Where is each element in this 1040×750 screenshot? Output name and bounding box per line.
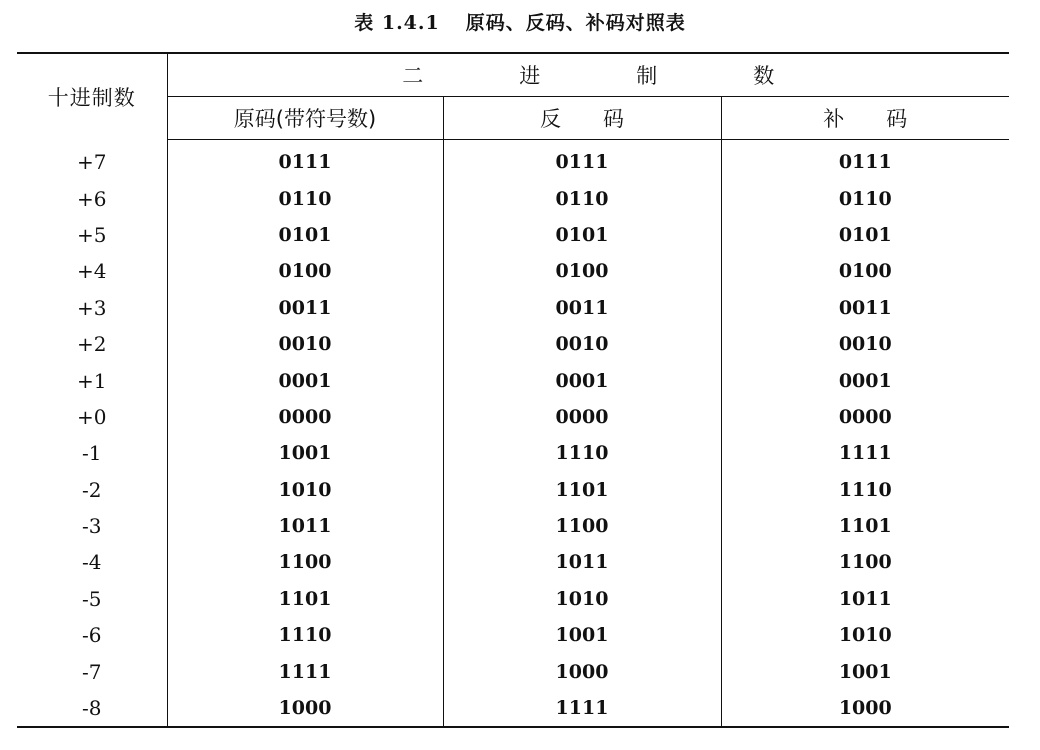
- table-body: [17, 140, 1009, 728]
- decimal-cell: +2: [17, 326, 167, 362]
- twos-complement-cell: 0010: [838, 333, 892, 356]
- ones-complement-cell: 0010: [443, 326, 721, 362]
- original-code-cell: 0110: [167, 180, 443, 216]
- table-row: [17, 217, 1009, 253]
- table-row: [17, 544, 1009, 580]
- decimal-cell: -6: [17, 617, 167, 653]
- decimal-cell: +6: [17, 180, 167, 216]
- header-binary-group: [167, 53, 1009, 97]
- decimal-cell: -4: [17, 544, 167, 580]
- table-row: [17, 362, 1009, 398]
- original-code-cell: 0111: [167, 140, 443, 181]
- ones-complement-cell: 1000: [443, 653, 721, 689]
- twos-complement-cell: 0111: [838, 151, 892, 174]
- original-code-cell: 1111: [167, 653, 443, 689]
- original-code-cell: 0000: [167, 399, 443, 435]
- ones-complement-cell: 0100: [443, 253, 721, 289]
- original-code-cell: 1100: [167, 544, 443, 580]
- table-row: [17, 472, 1009, 508]
- decimal-cell: -8: [17, 690, 167, 727]
- original-code-cell: 0100: [167, 253, 443, 289]
- twos-complement-cell: 0110: [838, 187, 892, 210]
- original-code-cell: 0001: [167, 362, 443, 398]
- decimal-cell: -7: [17, 653, 167, 689]
- ones-complement-cell: 0000: [443, 399, 721, 435]
- twos-complement-cell: 1011: [838, 587, 892, 610]
- table-row: [17, 180, 1009, 216]
- table-row: [17, 690, 1009, 727]
- decimal-cell: +4: [17, 253, 167, 289]
- caption-title: 原码、反码、补码对照表: [465, 12, 686, 34]
- ones-complement-cell: 1110: [443, 435, 721, 471]
- header-binary-char: 二: [402, 64, 424, 88]
- ones-complement-cell: 0110: [443, 180, 721, 216]
- ones-complement-cell: 0011: [443, 290, 721, 326]
- ones-complement-cell: 1111: [443, 690, 721, 727]
- original-code-cell: 1001: [167, 435, 443, 471]
- table-row: [17, 399, 1009, 435]
- original-code-cell: 1010: [167, 472, 443, 508]
- twos-complement-cell: 0000: [838, 405, 892, 428]
- decimal-cell: -5: [17, 581, 167, 617]
- caption-number: 表 1.4.1: [354, 12, 440, 34]
- table-row: [17, 581, 1009, 617]
- ones-complement-cell: 0001: [443, 362, 721, 398]
- twos-complement-cell: 0011: [838, 296, 892, 319]
- decimal-cell: -3: [17, 508, 167, 544]
- header-binary-char: 数: [753, 64, 775, 88]
- ones-complement-cell: 1001: [443, 617, 721, 653]
- decimal-cell: +7: [17, 140, 167, 181]
- ones-complement-cell: 1100: [443, 508, 721, 544]
- twos-complement-cell: 0001: [838, 369, 892, 392]
- original-code-cell: 1000: [167, 690, 443, 727]
- header-original-code: 原码(带符号数): [167, 97, 443, 140]
- decimal-cell: -2: [17, 472, 167, 508]
- original-code-cell: 1101: [167, 581, 443, 617]
- code-comparison-table: [17, 52, 1009, 728]
- twos-complement-cell: 1010: [838, 624, 892, 647]
- twos-complement-cell: 0100: [838, 260, 892, 283]
- header-decimal: 十进制数: [17, 53, 167, 140]
- twos-complement-cell: 1000: [838, 697, 892, 720]
- decimal-cell: -1: [17, 435, 167, 471]
- table-row: [17, 435, 1009, 471]
- ones-complement-cell: 0111: [443, 140, 721, 181]
- twos-complement-cell: 1111: [838, 442, 892, 465]
- original-code-cell: 1011: [167, 508, 443, 544]
- twos-complement-cell: 0101: [838, 223, 892, 246]
- table-row: [17, 508, 1009, 544]
- ones-complement-cell: 1011: [443, 544, 721, 580]
- ones-complement-cell: 1101: [443, 472, 721, 508]
- header-binary-char: 进: [519, 64, 541, 88]
- original-code-cell: 1110: [167, 617, 443, 653]
- table-row: [17, 290, 1009, 326]
- ones-complement-cell: 0101: [443, 217, 721, 253]
- original-code-cell: 0010: [167, 326, 443, 362]
- original-code-cell: 0101: [167, 217, 443, 253]
- original-code-cell: 0011: [167, 290, 443, 326]
- twos-complement-cell: 1110: [838, 478, 892, 501]
- header-binary-char: 制: [636, 64, 658, 88]
- header-twos-complement: 补 码: [721, 97, 1009, 140]
- decimal-cell: +5: [17, 217, 167, 253]
- decimal-cell: +1: [17, 362, 167, 398]
- table-caption: [0, 8, 1040, 35]
- table-row: [17, 326, 1009, 362]
- ones-complement-cell: 1010: [443, 581, 721, 617]
- table-row: [17, 617, 1009, 653]
- twos-complement-cell: 1100: [838, 551, 892, 574]
- decimal-cell: +0: [17, 399, 167, 435]
- table-row: [17, 253, 1009, 289]
- table-row: [17, 653, 1009, 689]
- decimal-cell: +3: [17, 290, 167, 326]
- twos-complement-cell: 1101: [838, 515, 892, 538]
- table-row: [17, 140, 1009, 181]
- header-ones-complement: 反 码: [443, 97, 721, 140]
- twos-complement-cell: 1001: [838, 660, 892, 683]
